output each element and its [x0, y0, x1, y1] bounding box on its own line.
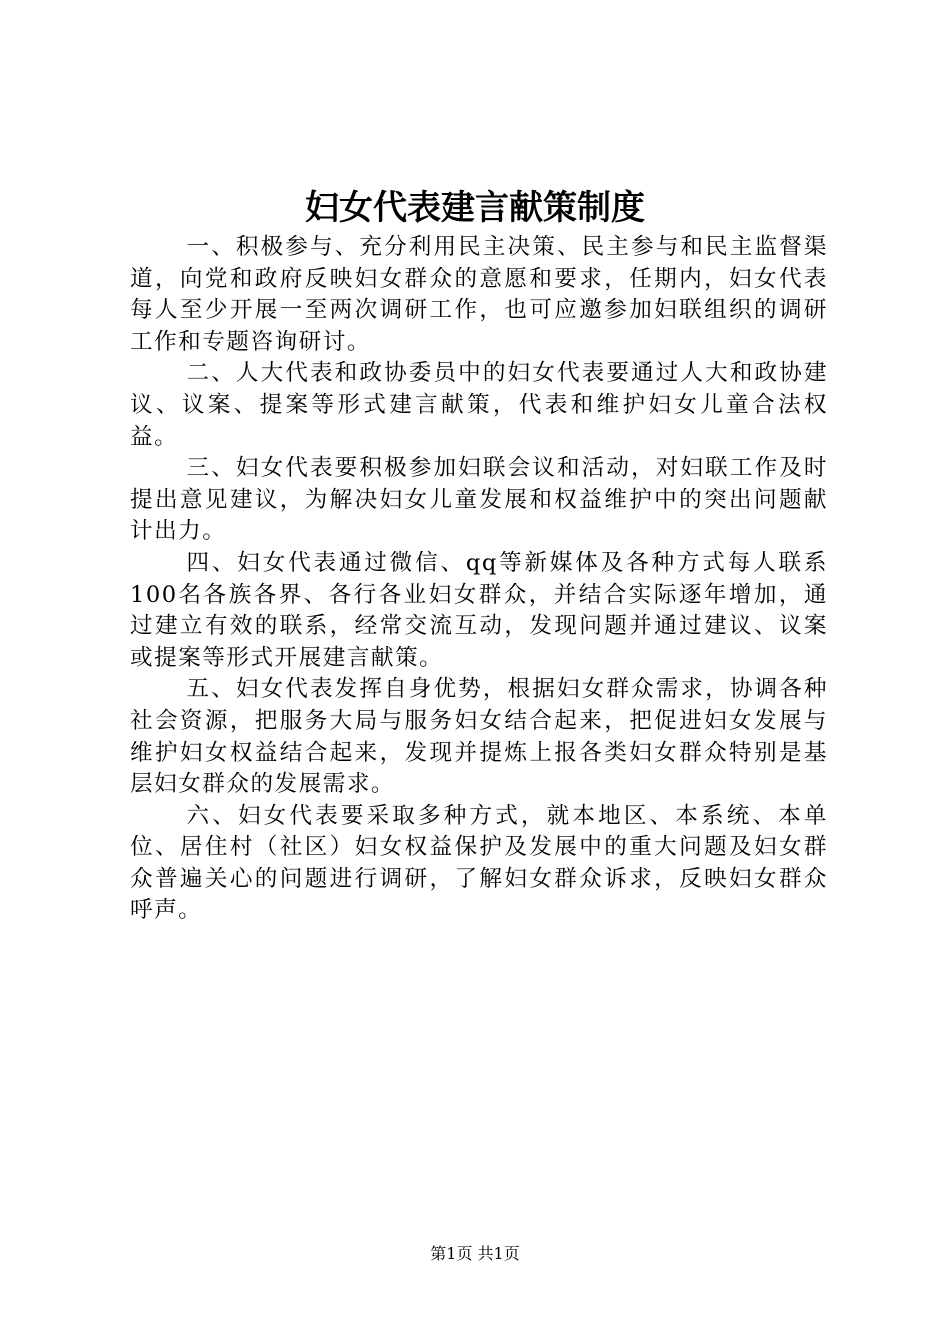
paragraph-6: 六、妇女代表要采取多种方式，就本地区、本系统、本单位、居住村（社区）妇女权益保护及发展中的重大问题及妇女群众普遍关心的问题进行调研，了解妇女群众诉求，反映妇女群众呼声。 [130, 802, 828, 924]
paragraph-3: 三、妇女代表要积极参加妇联会议和活动，对妇联工作及时提出意见建议，为解决妇女儿童发展和权益维护中的突出问题献计出力。 [130, 455, 828, 545]
paragraph-5: 五、妇女代表发挥自身优势，根据妇女群众需求，协调各种社会资源，把服务大局与服务妇女结合起来，把促进妇女发展与维护妇女权益结合起来，发现并提炼上报各类妇女群众特别是基层妇女群众的发展需求。 [130, 676, 828, 798]
paragraph-4: 四、妇女代表通过微信、qq等新媒体及各种方式每人联系100名各族各界、各行各业妇女群众，并结合实际逐年增加，通过建立有效的联系，经常交流互动，发现问题并通过建议、议案或提案等形式开展建言献策。 [130, 549, 828, 671]
paragraph-1: 一、积极参与、充分利用民主决策、民主参与和民主监督渠道，向党和政府反映妇女群众的意愿和要求，任期内，妇女代表每人至少开展一至两次调研工作，也可应邀参加妇联组织的调研工作和专题咨询研讨。 [130, 234, 828, 355]
document-title: 妇女代表建言献策制度 [305, 188, 645, 228]
document-body [130, 232, 828, 927]
paragraph-2: 二、人大代表和政协委员中的妇女代表要通过人大和政协建议、议案、提案等形式建言献策，代表和维护妇女儿童合法权益。 [130, 360, 828, 450]
page-footer: 第1页 共1页 [430, 1244, 520, 1263]
